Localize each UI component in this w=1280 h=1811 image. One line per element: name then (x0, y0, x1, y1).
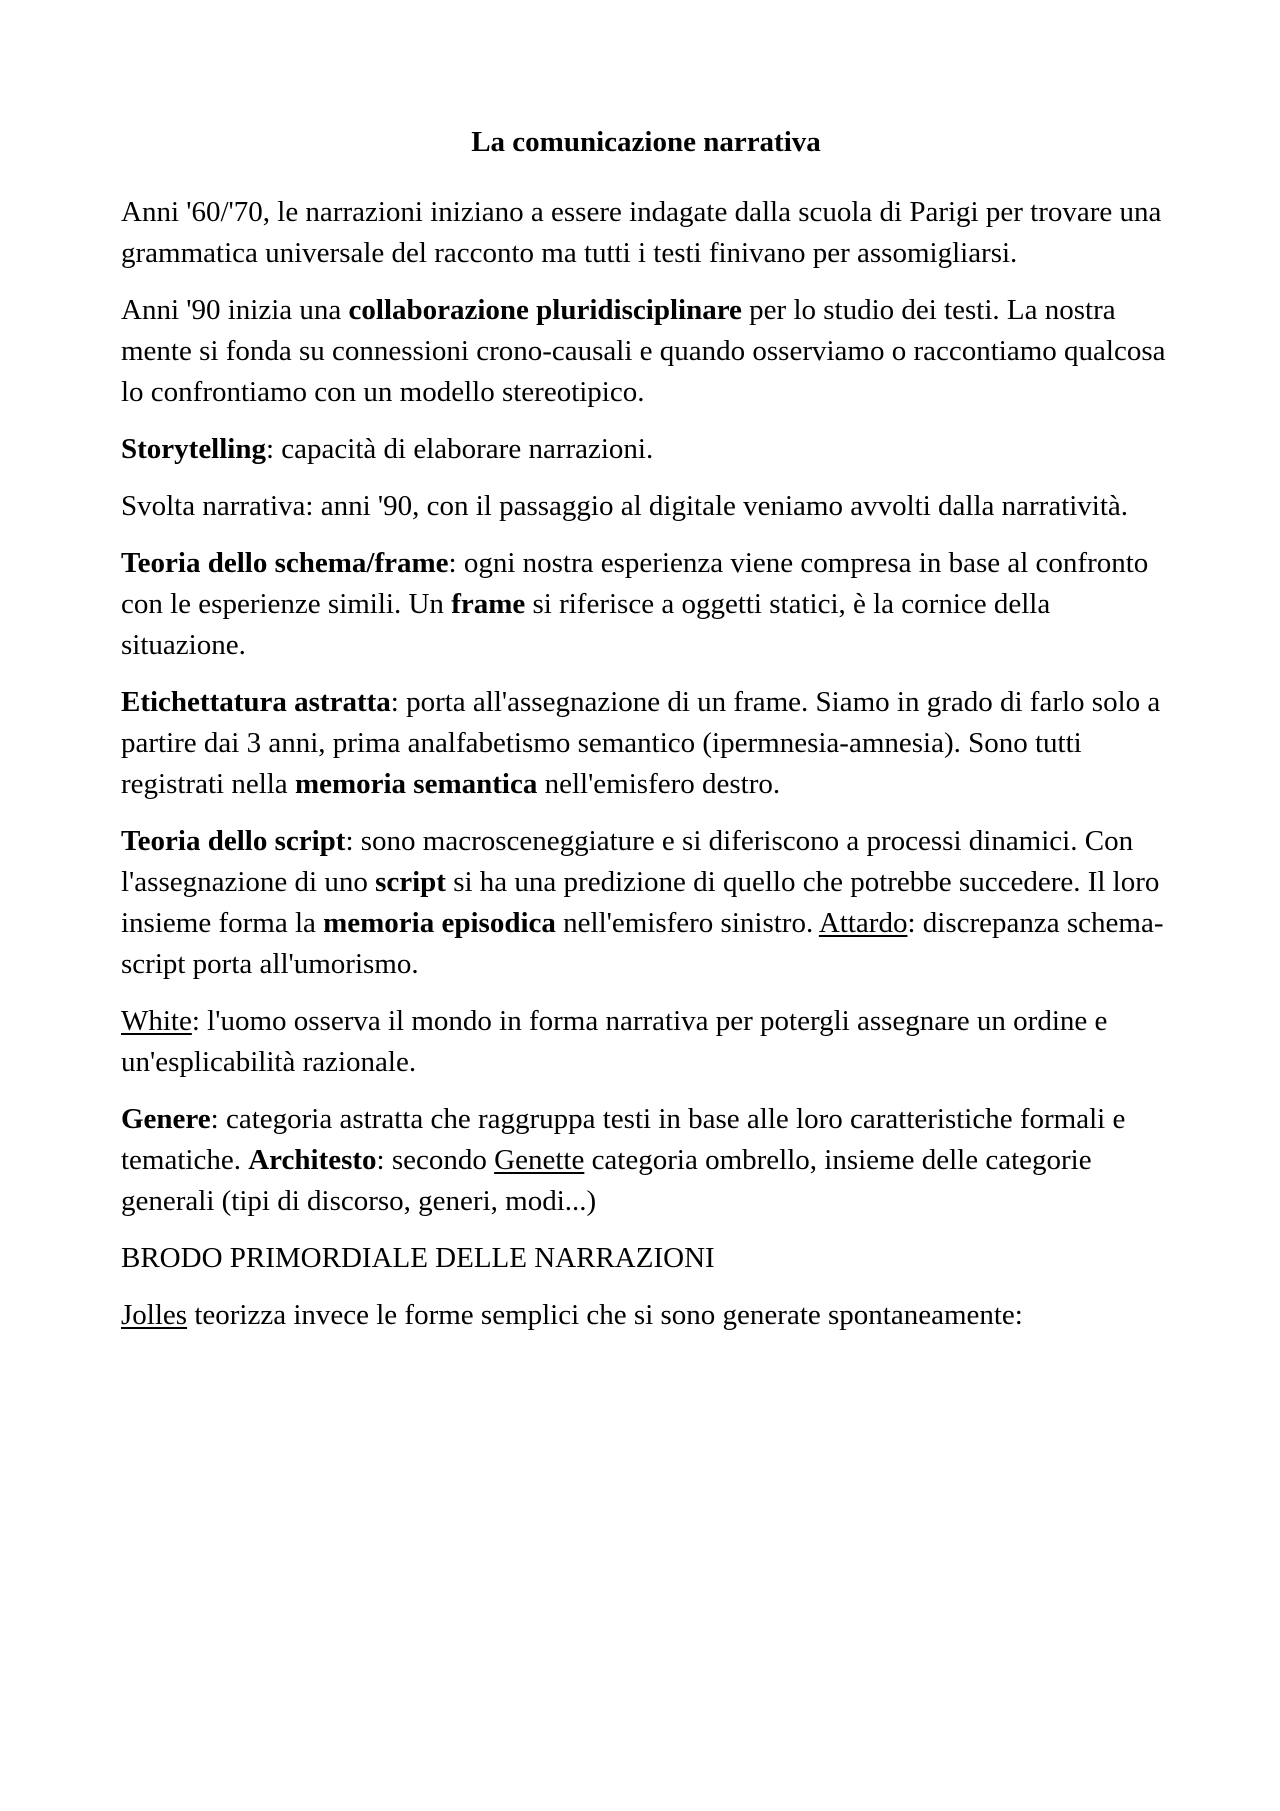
paragraph (121, 290, 1171, 413)
paragraph-text: Anni '60/'70, le narrazioni iniziano a essere indagate dalla scuola di Parigi per trovare una grammatica universale del racconto ma tutti i testi finivano per assomigliarsi. (121, 196, 1162, 269)
underlined-name: White (121, 1005, 192, 1037)
paragraph (121, 821, 1171, 985)
paragraph-text: per lo studio dei testi. La nostra mente si fonda su connessioni crono-causali e quando osserviamo o raccontiamo qualcosa lo confrontiamo con un modello stereotipico. (121, 294, 1166, 408)
bold-term: Etichettatura astratta (121, 686, 391, 718)
paragraph-text: : discrepanza schema-script porta all'umorismo. (121, 907, 1164, 980)
underlined-name: Genette (494, 1144, 585, 1176)
bold-term: Genere (121, 1103, 211, 1135)
paragraph (121, 1099, 1171, 1222)
bold-term: memoria semantica (294, 768, 538, 800)
bold-term: script (375, 866, 446, 898)
paragraph-text: : ogni nostra esperienza viene compresa in base al confronto con le esperienze simili. Un (121, 547, 1149, 620)
paragraph-text: BRODO PRIMORDIALE DELLE NARRAZIONI (121, 1242, 715, 1274)
paragraph (121, 1295, 1171, 1336)
paragraph (121, 429, 1171, 470)
bold-term: collaborazione pluridisciplinare (348, 294, 742, 326)
bold-term: frame (451, 588, 526, 620)
paragraph-text: si ha una predizione di quello che potrebbe succedere. Il loro insieme forma la (121, 866, 1160, 939)
bold-term: memoria episodica (323, 907, 556, 939)
paragraph-text: si riferisce a oggetti statici, è la cornice della situazione. (121, 588, 1051, 661)
underlined-name: Attardo (818, 907, 908, 939)
paragraph (121, 1238, 1171, 1279)
paragraph-text: nell'emisfero sinistro. (555, 907, 819, 939)
paragraph-text: : sono macrosceneggiature e si diferiscono a processi dinamici. Con l'assegnazione di uno (121, 825, 1134, 898)
paragraph-text: : porta all'assegnazione di un frame. Siamo in grado di farlo solo a partire dai 3 anni, prima analfabetismo semantico (ipermnesia-amnesia). Sono tutti registrati nella (121, 686, 1161, 800)
paragraph (121, 486, 1171, 527)
paragraph-text: : l'uomo osserva il mondo in forma narrativa per potergli assegnare un ordine e un'esplicabilità razionale. (121, 1005, 1108, 1078)
paragraph (121, 543, 1171, 666)
paragraph-text: : secondo (376, 1144, 495, 1176)
document-body (121, 122, 1171, 1352)
bold-term: Teoria dello schema/frame (121, 547, 449, 579)
paragraph (121, 1001, 1171, 1083)
paragraph-text: Svolta narrativa: anni '90, con il passaggio al digitale veniamo avvolti dalla narratività. (121, 490, 1129, 522)
paragraph-list (121, 192, 1171, 1336)
paragraph-text: nell'emisfero destro. (537, 768, 781, 800)
paragraph-text: teorizza invece le forme semplici che si sono generate spontaneamente: (187, 1299, 1023, 1331)
paragraph-text: : capacità di elaborare narrazioni. (266, 433, 654, 465)
paragraph (121, 192, 1171, 274)
document-title: La comunicazione narrativa (471, 126, 821, 158)
paragraph (121, 682, 1171, 805)
paragraph-text: categoria ombrello, insieme delle categorie generali (tipi di discorso, generi, modi...) (121, 1144, 1092, 1217)
underlined-name: Jolles (121, 1299, 188, 1331)
bold-term: Architesto (248, 1144, 377, 1176)
bold-term: Storytelling (121, 433, 266, 465)
paragraph-text: : categoria astratta che raggruppa testi in base alle loro caratteristiche formali e tematiche. (121, 1103, 1126, 1176)
paragraph-text: Anni '90 inizia una (121, 294, 349, 326)
bold-term: Teoria dello script (121, 825, 346, 857)
